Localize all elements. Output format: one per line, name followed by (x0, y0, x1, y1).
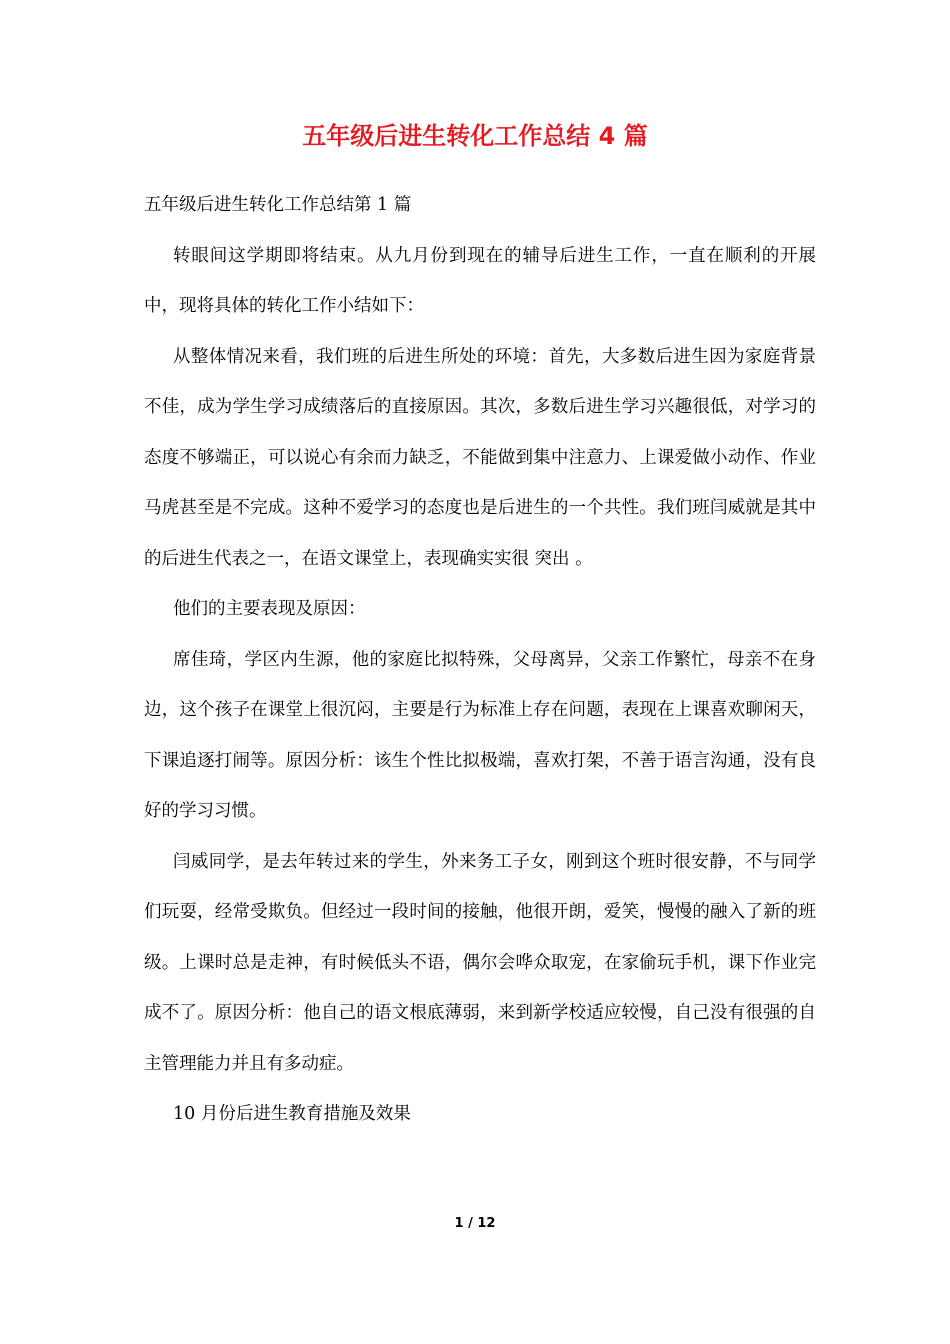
page-number: 1 / 12 (454, 1216, 496, 1231)
paragraph-october-measures-heading: 10 月份后进生教育措施及效果 (173, 1104, 411, 1124)
section-subheading: 五年级后进生转化工作总结第 1 篇 (144, 195, 412, 215)
paragraph-overall-situation: 从整体情况来看，我们班的后进生所处的环境：首先，大多数后进生因为家庭背景不佳，成为学生学习成绩落后的直接原因。其次，多数后进生学习兴趣很低，对学习的态度不够端正，可以说心有余而力缺乏，不能做到集中注意力、上课爱做小动作、作业马虎甚至是不完成。这种不爱学习的态度也是后进生的一个共性。我们班闫威就是其中的后进生代表之一，在语文课堂上，表现确实实很 突出 。 (144, 346, 816, 569)
document-body (144, 180, 816, 1140)
document-title: 五年级后进生转化工作总结 4 篇 (302, 122, 648, 150)
paragraph-intro: 转眼间这学期即将结束。从九月份到现在的辅导后进生工作，一直在顺利的开展中，现将具体的转化工作小结如下： (144, 245, 816, 316)
paragraph-main-performance-heading: 他们的主要表现及原因： (173, 599, 366, 619)
paragraph-student-yan: 闫威同学，是去年转过来的学生，外来务工子女，刚到这个班时很安静，不与同学们玩耍，经常受欺负。但经过一段时间的接触，他很开朗，爱笑，慢慢的融入了新的班级。上课时总是走神，有时候低头不语，偶尔会哗众取宠，在家偷玩手机，课下作业完成不了。原因分析：他自己的语文根底薄弱，来到新学校适应较慢，自己没有很强的自主管理能力并且有多动症。 (144, 851, 816, 1074)
paragraph-student-xi: 席佳琦，学区内生源，他的家庭比拟特殊，父母离异，父亲工作繁忙，母亲不在身边，这个孩子在课堂上很沉闷，主要是行为标准上存在问题，表现在上课喜欢聊闲天，下课追逐打闹等。原因分析：该生个性比拟极端，喜欢打架，不善于语言沟通，没有良好的学习习惯。 (144, 649, 816, 821)
